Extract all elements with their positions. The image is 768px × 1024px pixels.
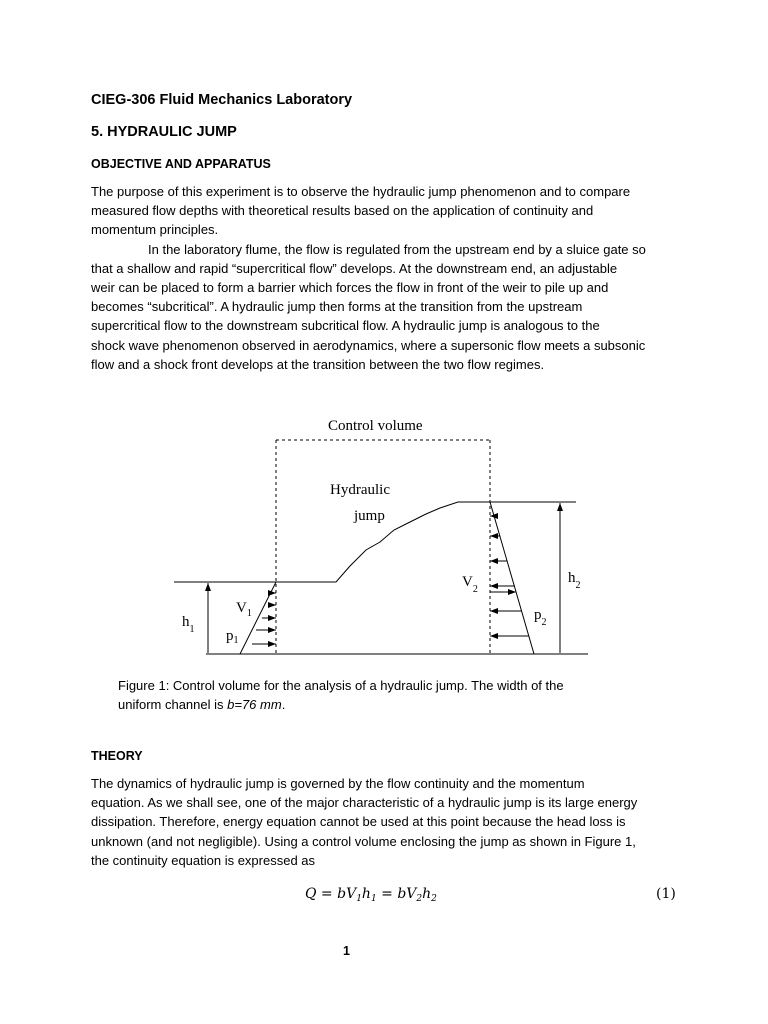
caption-line: Figure 1: Control volume for the analysis of a hydraulic jump. The width of the: [118, 678, 564, 693]
equation-number: (1): [656, 886, 676, 902]
text-line: measured flow depths with theoretical results based on the application of continuity and: [91, 203, 594, 219]
control-volume-box: [276, 440, 490, 654]
hydraulic-label: Hydraulic: [330, 482, 390, 498]
page-number: 1: [343, 944, 350, 958]
objective-paragraph-2: [91, 240, 691, 374]
h1-label: $h_1$: [182, 614, 195, 635]
text-line: becomes “subcritical”. A hydraulic jump then forms at the transition from the upstream: [91, 299, 583, 315]
p1-label: $p_1$: [226, 628, 239, 646]
text-line: the continuity equation is expressed as: [91, 852, 316, 868]
text-line: In the laboratory flume, the flow is regulated from the upstream end by a sluice gate so: [148, 241, 646, 257]
theory-paragraph: [91, 774, 691, 870]
objective-paragraph-1: [91, 182, 691, 240]
objective-heading: OBJECTIVE AND APPARATUS: [91, 157, 271, 171]
text-line: momentum principles.: [91, 222, 219, 238]
upstream-velocity-profile: [240, 582, 276, 654]
text-line: The purpose of this experiment is to observe the hydraulic jump phenomenon and to compare: [91, 184, 631, 199]
figure-caption: [118, 676, 564, 714]
continuity-equation: $Q = bV_1h_1 = bV_2h_2$: [305, 886, 437, 904]
v1-label: $V_1$: [236, 600, 252, 619]
text-line: supercritical flow to the downstream subcritical flow. A hydraulic jump is analogous to the: [91, 318, 600, 334]
text-line: flow and a shock front develops at the transition between the two flow regimes.: [91, 356, 545, 372]
jump-label: jump: [354, 508, 385, 524]
text-line: that a shallow and rapid “supercritical flow” develops. At the downstream end, an adjustable: [91, 260, 618, 276]
text-line: weir can be placed to form a barrier which forces the flow in front of the weir to pile up and: [91, 280, 609, 295]
text-line: unknown (and not negligible). Using a control volume enclosing the jump as shown in Figure 1,: [91, 833, 636, 849]
text-line: shock wave phenomenon observed in aerodynamics, where a supersonic flow meets a subsonic: [91, 337, 646, 353]
text-line: equation. As we shall see, one of the major characteristic of a hydraulic jump is its large energy: [91, 795, 638, 811]
v2-label: $V_2$: [462, 574, 478, 595]
downstream-pressure-profile: [490, 502, 534, 654]
text-line: dissipation. Therefore, energy equation cannot be used at this point because the head loss is: [91, 814, 626, 830]
course-title: CIEG-306 Fluid Mechanics Laboratory: [91, 92, 353, 108]
theory-heading: THEORY: [91, 749, 143, 763]
text-line: The dynamics of hydraulic jump is governed by the flow continuity and the momentum: [91, 776, 585, 791]
hydraulic-jump-figure: [160, 396, 600, 668]
h2-label: $h_2$: [568, 570, 581, 591]
control-volume-label: Control volume: [328, 418, 423, 434]
section-title: 5. HYDRAULIC JUMP: [91, 124, 237, 140]
caption-line: uniform channel is b=76 mm.: [118, 697, 286, 713]
p2-label: $p_2$: [534, 607, 547, 628]
